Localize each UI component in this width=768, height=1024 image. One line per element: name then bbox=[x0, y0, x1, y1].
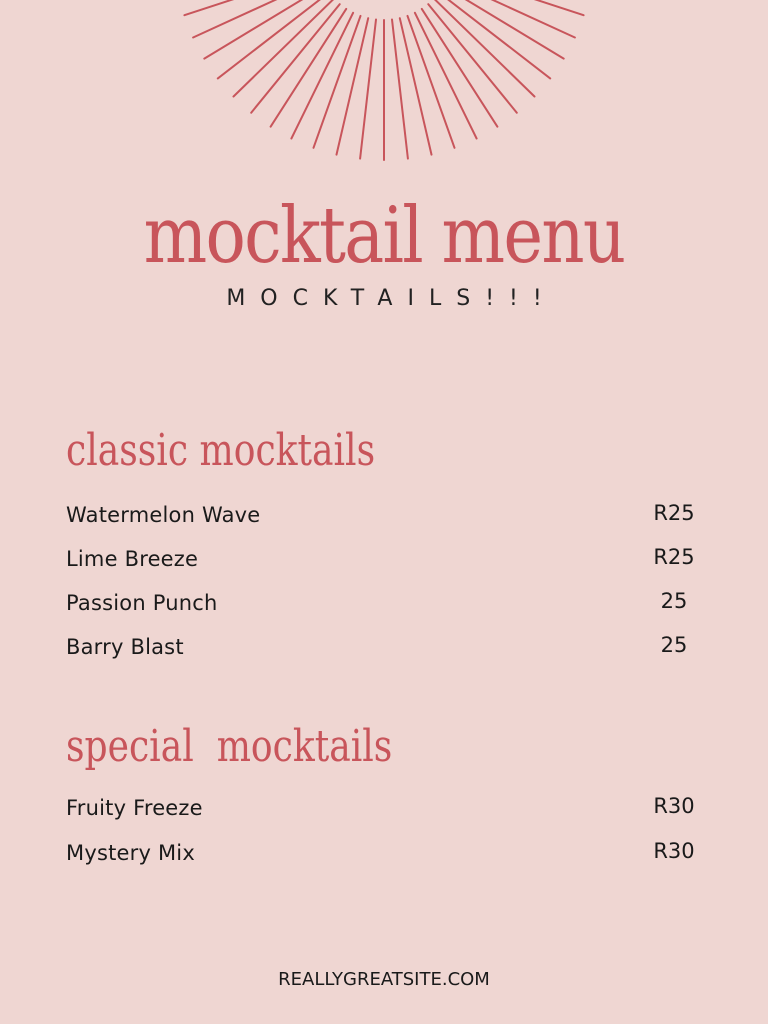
footer-website: REALLYGREATSITE.COM bbox=[278, 969, 490, 990]
menu-item-name: Mystery Mix bbox=[66, 841, 195, 865]
menu-item bbox=[66, 632, 704, 664]
menu-item-name: Barry Blast bbox=[66, 635, 184, 659]
menu-item-price: R25 bbox=[653, 545, 695, 569]
sunburst-ray bbox=[444, 0, 564, 59]
sunburst-icon bbox=[0, 0, 768, 180]
menu-item bbox=[66, 544, 704, 576]
menu-item-price: R30 bbox=[653, 839, 695, 863]
section-title-classic: classic mocktails bbox=[66, 425, 376, 476]
menu-item-name: Lime Breeze bbox=[66, 547, 199, 571]
menu-item-name: Watermelon Wave bbox=[66, 503, 261, 527]
sunburst-ray bbox=[422, 9, 498, 127]
menu-subtitle: MOCKTAILS!!! bbox=[226, 286, 557, 311]
menu-item bbox=[66, 838, 704, 870]
menu-item-name: Passion Punch bbox=[66, 591, 218, 615]
menu-item-price: 25 bbox=[660, 589, 688, 613]
sunburst-ray bbox=[251, 4, 340, 113]
menu-title: mocktail menu bbox=[143, 191, 625, 281]
sunburst-ray bbox=[204, 0, 324, 59]
sunburst-ray bbox=[271, 9, 347, 127]
sunburst-ray bbox=[428, 4, 517, 113]
menu-item bbox=[66, 500, 704, 532]
menu-item-price: R30 bbox=[653, 794, 695, 818]
menu-item-price: 25 bbox=[660, 633, 688, 657]
menu-item bbox=[66, 793, 704, 825]
menu-item-price: R25 bbox=[653, 501, 695, 525]
menu-item-name: Fruity Freeze bbox=[66, 796, 203, 820]
menu-item bbox=[66, 588, 704, 620]
section-title-special: special mocktails bbox=[66, 721, 393, 772]
